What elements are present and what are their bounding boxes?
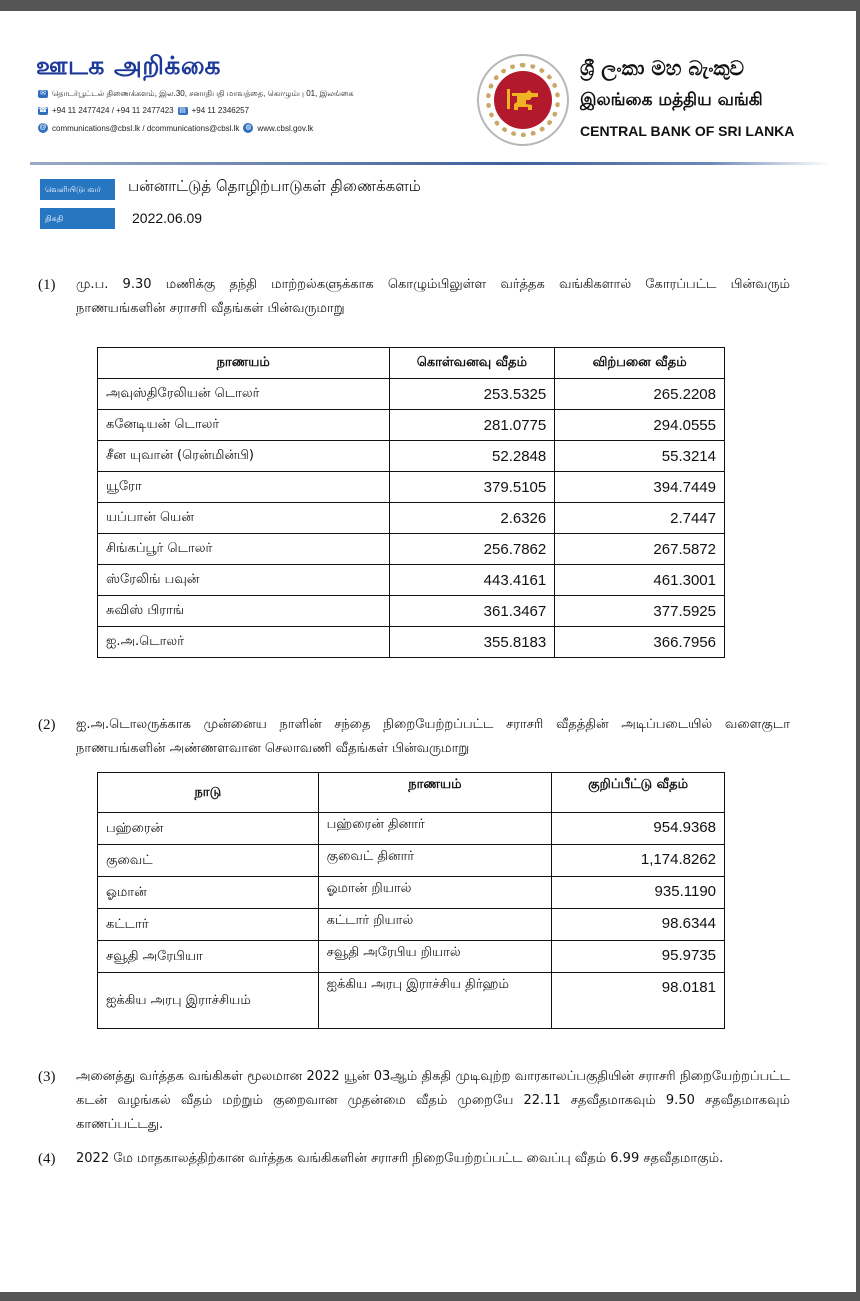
date-value: 2022.06.09 — [132, 210, 203, 226]
indicative-rate-cell: 935.1190 — [552, 877, 725, 909]
section-4 — [38, 1147, 790, 1171]
currency-cell: கனேடியன் டொலர் — [98, 410, 390, 441]
table-row — [98, 596, 725, 627]
table-header-row — [98, 773, 725, 813]
currency-cell: கட்டார் றியால் — [318, 909, 552, 941]
section-number: (1) — [38, 277, 56, 293]
phone-text: +94 11 2477424 / +94 11 2477423 — [52, 106, 174, 115]
bank-name-tamil: இலங்கை மத்திய வங்கி — [580, 90, 763, 110]
currency-cell: குவைட் தினார் — [318, 845, 552, 877]
section-2 — [38, 713, 790, 761]
email-text[interactable]: communications@cbsl.lk / dcommunications@cbsl.lk — [52, 123, 240, 133]
buying-rate-cell: 355.8183 — [389, 627, 555, 658]
buying-rate-cell: 2.6326 — [389, 503, 555, 534]
table-row — [98, 565, 725, 596]
fax-text: +94 11 2346257 — [191, 106, 250, 115]
buying-rate-cell: 256.7862 — [389, 534, 555, 565]
header-currency: நாணயம் — [318, 773, 552, 813]
table-row — [98, 813, 725, 845]
currency-cell: சிங்கப்பூர் டொலர் — [98, 534, 390, 565]
table-row — [98, 877, 725, 909]
contact-phone — [38, 106, 249, 115]
selling-rate-cell: 294.0555 — [555, 410, 725, 441]
country-cell: பஹ்ரைன் — [98, 813, 319, 845]
indicative-rate-cell: 98.0181 — [552, 973, 725, 1029]
table-row — [98, 379, 725, 410]
section-number: (2) — [38, 717, 56, 733]
press-release-title: ஊடக அறிக்கை — [36, 51, 221, 80]
selling-rate-cell: 55.3214 — [555, 441, 725, 472]
country-cell: ஓமான் — [98, 877, 319, 909]
indicative-rate-cell: 954.9368 — [552, 813, 725, 845]
buying-rate-cell: 253.5325 — [389, 379, 555, 410]
header-divider — [30, 162, 830, 165]
table-row — [98, 472, 725, 503]
table-row — [98, 534, 725, 565]
viewer-scrollbar[interactable] — [856, 0, 860, 1301]
section-3 — [38, 1065, 790, 1137]
selling-rate-cell: 461.3001 — [555, 565, 725, 596]
selling-rate-cell: 394.7449 — [555, 472, 725, 503]
buying-rate-cell: 443.4161 — [389, 565, 555, 596]
currency-cell: சீன யுவான் (ரென்மின்பி) — [98, 441, 390, 472]
country-cell: ஐக்கிய அரபு இராச்சியம் — [98, 973, 319, 1029]
currency-cell: யப்பான் யென் — [98, 503, 390, 534]
section-text: அனைத்து வர்த்தக வங்கிகள் மூலமான 2022 யூன் 03ஆம் திகதி முடிவுற்ற வாரகாலப்பகுதியின் சராசரி நிறையேற்றப்பட்ட கடன் வழங்கல் வீதம் மற்றும் குறைவான முதன்மை வீதம் முறையே 22.11 சதவீதமாகவும் 9.50 சதவீதமாகவும் காணப்பட்டது. — [76, 1069, 790, 1132]
issued-by-label: வெளியிடுபவர் — [40, 179, 115, 200]
address-text: தொடர்பூட்டல் திணைக்களம், இல.30, சனாதிபதி மாவத்தை, கொழும்பு 01, இலங்கை — [52, 89, 354, 98]
selling-rate-cell: 377.5925 — [555, 596, 725, 627]
currency-cell: ஸ்ரேலிங் பவுன் — [98, 565, 390, 596]
currency-cell: ஓமான் றியால் — [318, 877, 552, 909]
country-cell: சவூதி அரேபியா — [98, 941, 319, 973]
exchange-rate-table — [97, 347, 725, 658]
selling-rate-cell: 2.7447 — [555, 503, 725, 534]
section-1 — [38, 273, 790, 321]
central-bank-seal-icon — [477, 54, 569, 146]
currency-cell: சவூதி அரேபிய றியால் — [318, 941, 552, 973]
contact-web — [38, 123, 313, 133]
at-icon: @ — [39, 124, 47, 131]
country-cell: குவைட் — [98, 845, 319, 877]
country-cell: கட்டார் — [98, 909, 319, 941]
globe-icon: ◍ — [245, 124, 252, 131]
section-text: ஐ.அ.டொலருக்காக முன்னைய நாளின் சந்தை நிறையேற்றப்பட்ட சராசரி வீதத்தின் அடிப்படையில் வளைகுடா நாணயங்களின் அண்ணளவான செலாவணி வீதங்கள் பின்வருமாறு — [76, 717, 790, 756]
viewer-bottom-bar — [0, 1292, 860, 1301]
indicative-rate-cell: 1,174.8262 — [552, 845, 725, 877]
section-number: (3) — [38, 1069, 56, 1085]
envelope-icon: ✉ — [38, 90, 48, 98]
table-row — [98, 627, 725, 658]
table-row — [98, 410, 725, 441]
lion-icon — [505, 87, 541, 113]
header-currency: நாணயம் — [98, 348, 390, 379]
bank-name-sinhala: ශ්‍රී ලංකා මහ බැංකුව — [580, 56, 745, 80]
buying-rate-cell: 379.5105 — [389, 472, 555, 503]
table-row — [98, 973, 725, 1029]
selling-rate-cell: 265.2208 — [555, 379, 725, 410]
table-row — [98, 909, 725, 941]
issued-by-value: பன்னாட்டுத் தொழிற்பாடுகள் திணைக்களம் — [128, 177, 421, 195]
currency-cell: ஐ.அ.டொலர் — [98, 627, 390, 658]
bank-name-english: CENTRAL BANK OF SRI LANKA — [580, 123, 795, 139]
table-row — [98, 845, 725, 877]
fax-icon: ▤ — [179, 106, 186, 114]
selling-rate-cell: 366.7956 — [555, 627, 725, 658]
contact-address — [38, 89, 354, 99]
selling-rate-cell: 267.5872 — [555, 534, 725, 565]
viewer-top-bar — [0, 0, 860, 11]
phone-icon: ☎ — [38, 106, 48, 114]
section-text: 2022 மே மாதகாலத்திற்கான வர்த்தக வங்கிகளின் சராசரி நிறையேற்றப்பட்ட வைப்பு வீதம் 6.99 சதவீதமாகும். — [76, 1151, 724, 1166]
website-link[interactable]: www.cbsl.gov.lk — [257, 123, 314, 133]
currency-cell: பஹ்ரைன் தினார் — [318, 813, 552, 845]
header-selling-rate: விற்பனை வீதம் — [555, 348, 725, 379]
table-row — [98, 503, 725, 534]
date-label: திகதி — [40, 208, 115, 229]
indicative-rate-cell: 95.9735 — [552, 941, 725, 973]
currency-cell: அவுஸ்திரேலியன் டொலர் — [98, 379, 390, 410]
header-indicative-rate: குறிப்பீட்டு வீதம் — [552, 773, 725, 813]
table-row — [98, 441, 725, 472]
buying-rate-cell: 52.2848 — [389, 441, 555, 472]
section-text: மு.ப. 9.30 மணிக்கு தந்தி மாற்றல்களுக்காக கொழும்பிலுள்ள வர்த்தக வங்கிகளால் கோரப்பட்ட பின்வரும் நாணயங்களின் சராசரி வீதங்கள் பின்வருமாறு — [76, 277, 790, 316]
table-header-row — [98, 348, 725, 379]
currency-cell: சுவிஸ் பிராங் — [98, 596, 390, 627]
gulf-currency-table — [97, 772, 725, 1029]
table-row — [98, 941, 725, 973]
section-number: (4) — [38, 1151, 56, 1167]
indicative-rate-cell: 98.6344 — [552, 909, 725, 941]
currency-cell: யூரோ — [98, 472, 390, 503]
buying-rate-cell: 281.0775 — [389, 410, 555, 441]
header-buying-rate: கொள்வனவு வீதம் — [389, 348, 555, 379]
header-country: நாடு — [98, 773, 319, 813]
currency-cell: ஐக்கிய அரபு இராச்சிய திர்ஹம் — [318, 973, 552, 1029]
buying-rate-cell: 361.3467 — [389, 596, 555, 627]
document-page — [0, 11, 856, 1292]
